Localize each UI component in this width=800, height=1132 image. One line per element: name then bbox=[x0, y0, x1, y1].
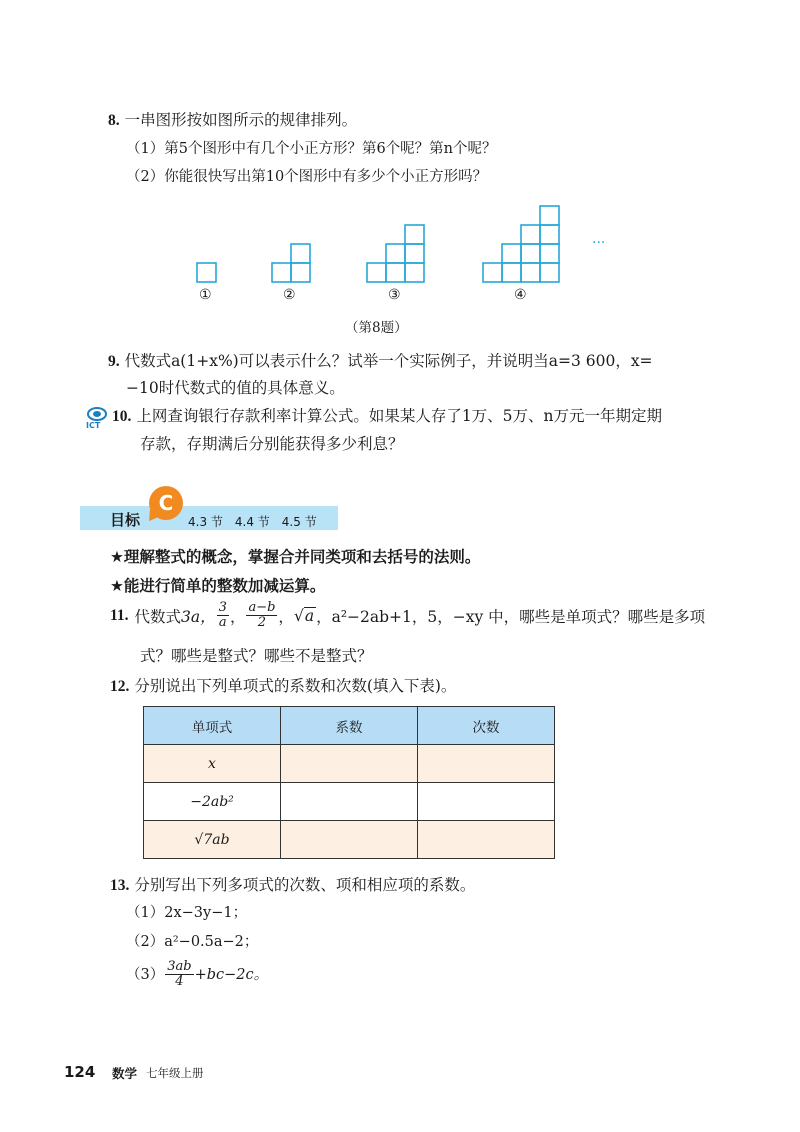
q11-comma2: ， bbox=[278, 607, 294, 626]
q10-line1 bbox=[112, 406, 662, 427]
q9-number: 9. bbox=[108, 353, 120, 370]
q11-sqrt-symbol: √ bbox=[293, 606, 304, 625]
fig3-square bbox=[405, 263, 424, 282]
q13-number: 13. bbox=[110, 877, 130, 894]
table-cell-coefficient[interactable] bbox=[281, 821, 418, 859]
q10-line2: 存款，存期满后分别能获得多少利息？ bbox=[140, 435, 404, 453]
q13-item3-prefix: （3） bbox=[126, 966, 165, 983]
q13-item3-fraction bbox=[165, 960, 193, 989]
figure-ellipsis: ··· bbox=[592, 235, 606, 251]
ict-icon bbox=[84, 404, 110, 430]
page-number: 124 bbox=[64, 1063, 96, 1081]
q11-number: 11. bbox=[110, 606, 129, 624]
fig4-square bbox=[521, 225, 540, 244]
q11-fraction1-den: a bbox=[218, 615, 227, 630]
q11-lead: 代数式 bbox=[134, 607, 182, 626]
q11-line2: 式？哪些是整式？哪些不是整式？ bbox=[140, 647, 373, 665]
q13-item2: （2）a²−0.5a−2； bbox=[126, 934, 259, 950]
table-cell-degree[interactable] bbox=[418, 783, 555, 821]
table-header-degree: 次数 bbox=[418, 707, 555, 745]
fig3-square bbox=[367, 263, 386, 282]
footer-subject: 数学 bbox=[112, 1066, 138, 1081]
fig1-square bbox=[197, 263, 216, 282]
q8-sub1: （1）第5个图形中有几个小正方形？第6个呢？第n个呢？ bbox=[126, 141, 497, 157]
objective-2: ★能进行简单的整数加减运算。 bbox=[110, 577, 326, 595]
fig2-square bbox=[291, 244, 310, 263]
fig3-square bbox=[386, 244, 405, 263]
q11-line1 bbox=[110, 601, 705, 630]
table-row bbox=[144, 745, 555, 783]
goal-label: 目标 bbox=[110, 511, 141, 529]
q9-line2: −10时代数式的值的具体意义。 bbox=[126, 379, 345, 397]
q12-stem bbox=[110, 676, 456, 697]
table-cell-monomial: x bbox=[144, 745, 281, 783]
q13-text: 分别写出下列多项式的次数、项和相应项的系数。 bbox=[134, 876, 476, 894]
q8-number: 8. bbox=[108, 112, 120, 129]
q8-text: 一串图形按如图所示的规律排列。 bbox=[124, 111, 358, 129]
fig4-label: ④ bbox=[514, 287, 527, 303]
fig2-square bbox=[291, 263, 310, 282]
q11-fraction2 bbox=[246, 601, 277, 630]
fig4-square bbox=[540, 225, 559, 244]
fig4-square bbox=[540, 244, 559, 263]
q11-fraction2-den: 2 bbox=[257, 615, 267, 630]
fig4-square bbox=[521, 263, 540, 282]
table-cell-degree[interactable] bbox=[418, 821, 555, 859]
fig4-square bbox=[483, 263, 502, 282]
q13-item3-num: 3ab bbox=[167, 959, 192, 974]
table-header-coefficient: 系数 bbox=[281, 707, 418, 745]
objective-1: ★理解整式的概念，掌握合并同类项和去括号的法则。 bbox=[110, 548, 481, 566]
q12-number: 12. bbox=[110, 678, 130, 695]
q13-item3 bbox=[126, 960, 268, 989]
q13-stem bbox=[110, 875, 475, 896]
q11-comma1: ， bbox=[229, 607, 246, 626]
fig4-square bbox=[540, 263, 559, 282]
fig4-square bbox=[521, 244, 540, 263]
goal-badge: C bbox=[149, 486, 183, 520]
q8-sub2: （2）你能很快写出第10个图形中有多少个小正方形吗？ bbox=[126, 169, 488, 185]
q11-fraction2-num: a−b bbox=[248, 600, 276, 615]
table-row bbox=[144, 821, 555, 859]
q11-fraction1 bbox=[217, 601, 229, 630]
q8-caption: （第8题） bbox=[345, 320, 408, 336]
table-header-row bbox=[144, 707, 555, 745]
q9-text: 代数式a(1+x%)可以表示什么？试举一个实际例子，并说明当a=3 600，x= bbox=[124, 352, 653, 370]
q13-item3-rest: +bc−2c。 bbox=[194, 966, 269, 983]
table-row bbox=[144, 783, 555, 821]
q13-item1: （1）2x−3y−1； bbox=[126, 905, 248, 921]
footer-grade: 七年级上册 bbox=[146, 1066, 204, 1080]
q10-text: 上网查询银行存款利率计算公式。如果某人存了1万、5万、n万元一年期定期 bbox=[136, 407, 663, 425]
fig3-square bbox=[405, 225, 424, 244]
table-cell-monomial: √7ab bbox=[144, 821, 281, 859]
fig2-label: ② bbox=[283, 287, 296, 303]
fig3-square bbox=[386, 263, 405, 282]
fig3-label: ③ bbox=[388, 287, 401, 303]
q9-line1 bbox=[108, 351, 653, 372]
q10-number: 10. bbox=[112, 408, 132, 425]
fig4-square bbox=[540, 206, 559, 225]
fig2-square bbox=[272, 263, 291, 282]
fig1-label: ① bbox=[199, 287, 212, 303]
table-cell-monomial: −2ab² bbox=[144, 783, 281, 821]
fig4-square bbox=[502, 244, 521, 263]
q8-stem bbox=[108, 110, 357, 131]
ict-icon-label: ICT bbox=[86, 421, 101, 430]
q11-fraction1-num: 3 bbox=[218, 600, 227, 615]
q12-table bbox=[143, 706, 555, 859]
table-cell-coefficient[interactable] bbox=[281, 783, 418, 821]
fig4-square bbox=[502, 263, 521, 282]
q11-rest: ，a²−2ab+1，5，−xy 中，哪些是单项式？哪些是多项 bbox=[316, 607, 706, 626]
q12-text: 分别说出下列单项式的系数和次数(填入下表)。 bbox=[134, 677, 457, 695]
table-header-monomial: 单项式 bbox=[144, 707, 281, 745]
table-cell-degree[interactable] bbox=[418, 745, 555, 783]
q11-sqrt-arg: a bbox=[304, 607, 315, 625]
table-cell-coefficient[interactable] bbox=[281, 745, 418, 783]
goal-sections: 4.3 节 4.4 节 4.5 节 bbox=[188, 515, 317, 529]
q11-term1: 3a， bbox=[181, 607, 216, 626]
q13-item3-den: 4 bbox=[175, 974, 184, 989]
fig3-square bbox=[405, 244, 424, 263]
